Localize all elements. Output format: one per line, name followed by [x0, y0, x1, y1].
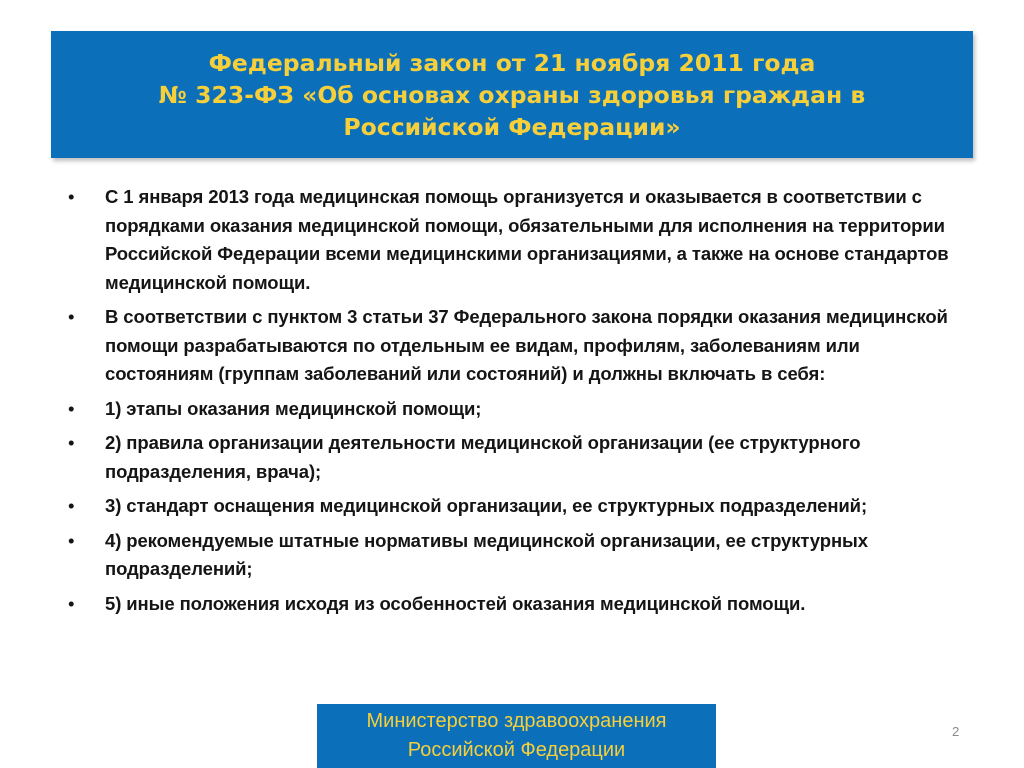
title-line-2: № 323-ФЗ «Об основах охраны здоровья граждан в [158, 80, 866, 109]
slide-body [64, 183, 964, 624]
bullet-item [64, 527, 964, 584]
title-line-3: Российской Федерации» [343, 112, 681, 141]
bullet-list [64, 183, 964, 618]
bullet-icon: • [68, 495, 75, 516]
page-number: 2 [952, 724, 960, 739]
bullet-text: 5) иные положения исходя из особенностей оказания медицинской помощи. [105, 592, 806, 614]
bullet-text: 3) стандарт оснащения медицинской организации, ее структурных подразделений; [105, 495, 868, 516]
bullet-item [64, 492, 964, 521]
bullet-icon: • [68, 397, 75, 419]
ministry-label [317, 704, 716, 768]
bullet-text: 1) этапы оказания медицинской помощи; [105, 397, 482, 419]
ministry-line-2: Российской Федерации [407, 739, 626, 761]
ministry-line-1: Министерство здравоохранения [366, 710, 667, 732]
title-banner [51, 31, 973, 158]
bullet-item [64, 590, 964, 619]
bullet-text: С 1 января 2013 года медицинская помощь организуется и оказывается в соответствии с порядками оказания медицинской помощи, обязательными для исполнения на территории Российской Федерации всеми медицинскими организациями, а также на основе стандартов медицинской помощи. [105, 186, 949, 293]
bullet-icon: • [68, 186, 75, 207]
bullet-icon: • [68, 432, 75, 453]
bullet-text: 4) рекомендуемые штатные нормативы медицинской организации, ее структурных подразделений; [105, 529, 868, 579]
bullet-text: В соответствии с пунктом 3 статьи 37 Федерального закона порядки оказания медицинской помощи разрабатываются по отдельным ее видам, профилям, заболеваниям или состояниям (группам заболеваний или состояний) и должны включать в себя: [105, 306, 948, 384]
bullet-text: 2) правила организации деятельности медицинской организации (ее структурного подразделения, врача); [105, 432, 861, 482]
bullet-icon: • [68, 592, 75, 614]
bullet-item [64, 395, 964, 424]
bullet-item [64, 303, 964, 389]
title-line-1: Федеральный закон от 21 ноября 2011 года [208, 48, 816, 77]
bullet-icon: • [68, 529, 75, 551]
slide-title [149, 47, 876, 143]
bullet-icon: • [68, 306, 75, 327]
bullet-item [64, 429, 964, 486]
bullet-item [64, 183, 964, 297]
